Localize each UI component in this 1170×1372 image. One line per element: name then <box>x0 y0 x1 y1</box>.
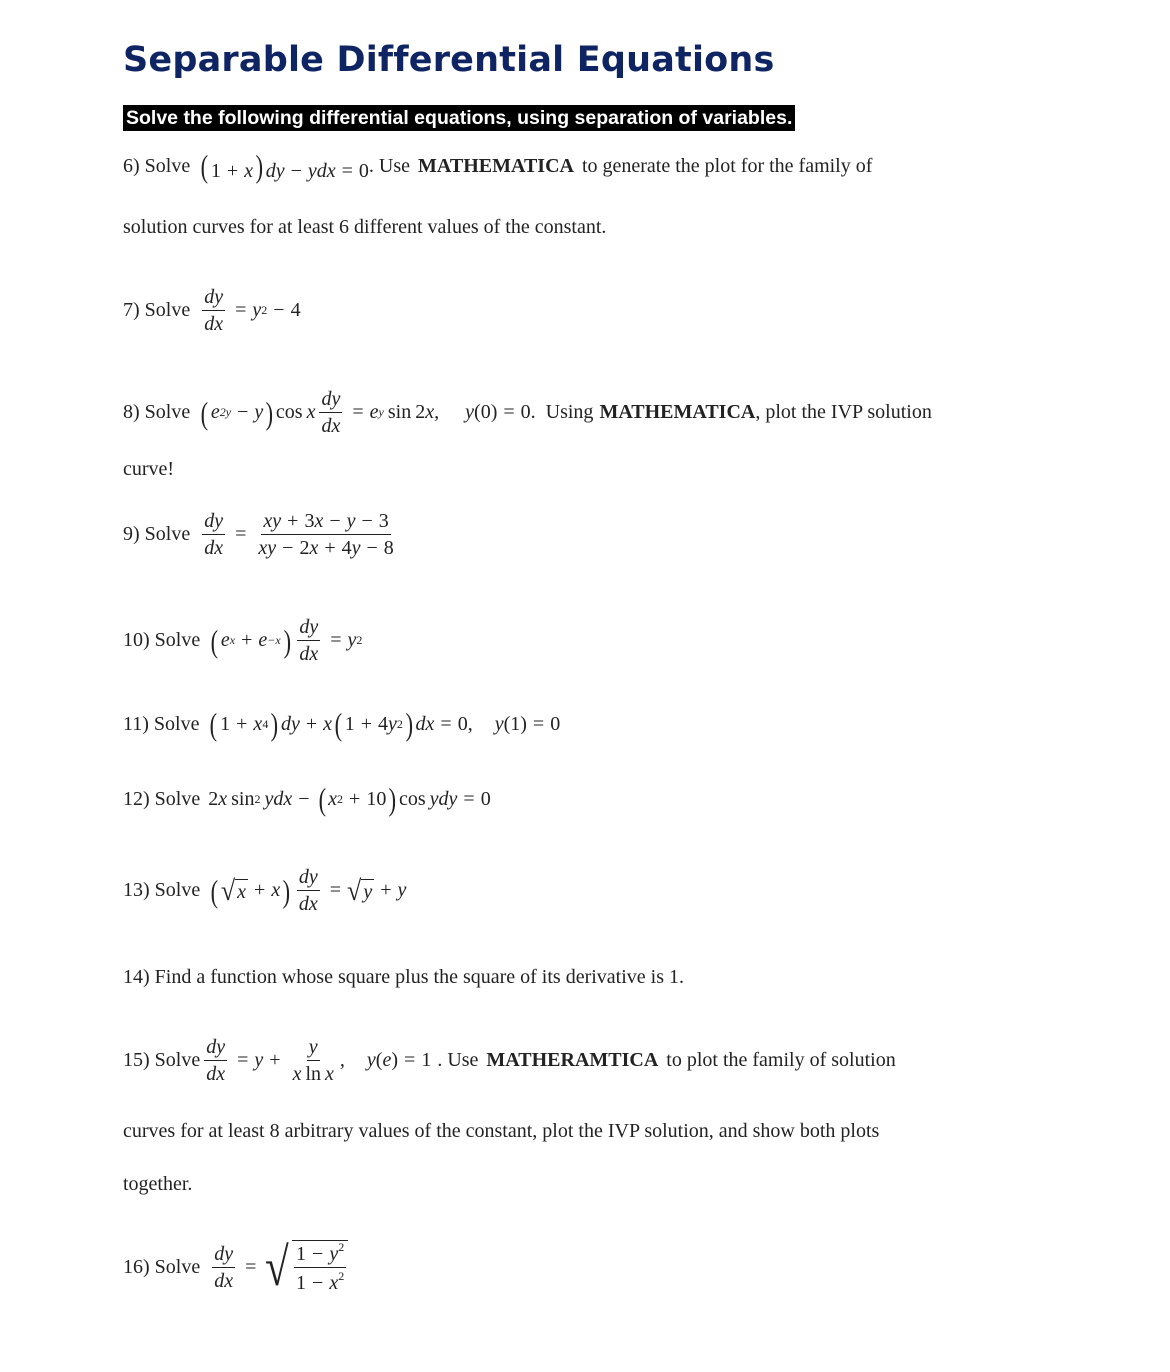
problem-15-label: 15) Solve <box>123 1049 201 1071</box>
problem-10-equation: ( e x + e −x ) $\frac{dy}{dx}$ = y 2 <box>210 616 363 665</box>
problem-6-text-use: . Use <box>368 155 411 177</box>
problem-15-line-2: curves for at least 8 arbitrary values of the constant, plot the IVP solution, and show both plots <box>123 1120 880 1142</box>
problem-11 <box>123 708 560 740</box>
problem-15-line-1 <box>123 1036 896 1085</box>
problem-6-line-2: solution curves for at least 6 different values of the constant. <box>123 216 607 238</box>
problem-12-label: 12) Solve <box>123 787 201 810</box>
problem-12-equation: 2 x sin 2 ydx − ( x 2 + 10 ) cos ydy = 0 <box>208 781 491 817</box>
page-title: Separable Differential Equations <box>123 40 775 80</box>
problem-13 <box>123 866 406 915</box>
problem-8-text-tail: , plot the IVP solution <box>755 401 932 423</box>
problem-8-line-1 <box>123 388 932 437</box>
problem-6-text-tail: to generate the plot for the family of <box>581 155 873 177</box>
problem-16 <box>123 1237 348 1297</box>
problem-13-label: 13) Solve <box>123 879 201 901</box>
problem-6-equation: ( 1 + x) dy − ydx = 0 <box>200 148 369 184</box>
problem-6-label: 6) Solve <box>123 155 191 177</box>
problem-15-text-use: . Use <box>437 1049 479 1071</box>
problem-15-matheramtica: MATHERAMTICA <box>486 1049 659 1071</box>
problem-9 <box>123 510 400 559</box>
problem-10-label: 10) Solve <box>123 629 201 651</box>
problem-13-equation: ( √ x + x ) $\frac{dy}{dx}$ = √ y + y <box>210 866 407 915</box>
problem-7 <box>123 286 301 335</box>
problem-8-line-2: curve! <box>123 458 175 480</box>
problem-14: 14) Find a function whose square plus the square of its derivative is 1. <box>123 966 684 988</box>
problem-12 <box>123 783 491 815</box>
problem-8-equation: ( e 2y − y ) cos x $\frac{dy}{dx}$ = e y sin 2 x, y (0) = 0. <box>200 388 536 437</box>
instruction-banner: Solve the following differential equations, using separation of variables. <box>123 105 795 131</box>
problem-10 <box>123 616 362 665</box>
problem-11-equation: ( 1 + x 4 ) dy + x ( 1 + 4 y 2 ) dx = 0, y (1) = 0 <box>210 706 561 742</box>
problem-6-line-1 <box>123 150 872 183</box>
problem-15-text-tail: to plot the family of solution <box>666 1049 896 1071</box>
problem-15-equation: $\frac{dy}{dx}$ = y + $\frac{y}{\text{x ln x}}$ , y ( e ) = 1 <box>206 1036 432 1085</box>
problem-8-mathematica: MATHEMATICA <box>599 401 756 423</box>
problem-7-label: 7) Solve <box>123 299 191 321</box>
problem-6-mathematica: MATHEMATICA <box>418 155 574 177</box>
problem-7-equation: $\frac{dy}{dx}$ = y 2 − 4 <box>204 286 301 335</box>
problem-9-equation: $\frac{dy}{dx}$ = $\frac{xy + 3x - y - 3}{xy - 2x + 4y - 8}$ <box>204 510 394 559</box>
problem-9-label: 9) Solve <box>123 523 191 545</box>
problem-15-line-3: together. <box>123 1173 193 1195</box>
problem-11-label: 11) Solve <box>123 712 200 735</box>
problem-16-equation: $\frac{dy}{dx}$ = √ $\frac{1 - y^2}{1 - x^2}$ <box>208 1240 348 1294</box>
problem-8-label: 8) Solve <box>123 401 191 423</box>
problem-16-label: 16) Solve <box>123 1255 201 1278</box>
problem-8-text-using: Using <box>545 401 594 423</box>
